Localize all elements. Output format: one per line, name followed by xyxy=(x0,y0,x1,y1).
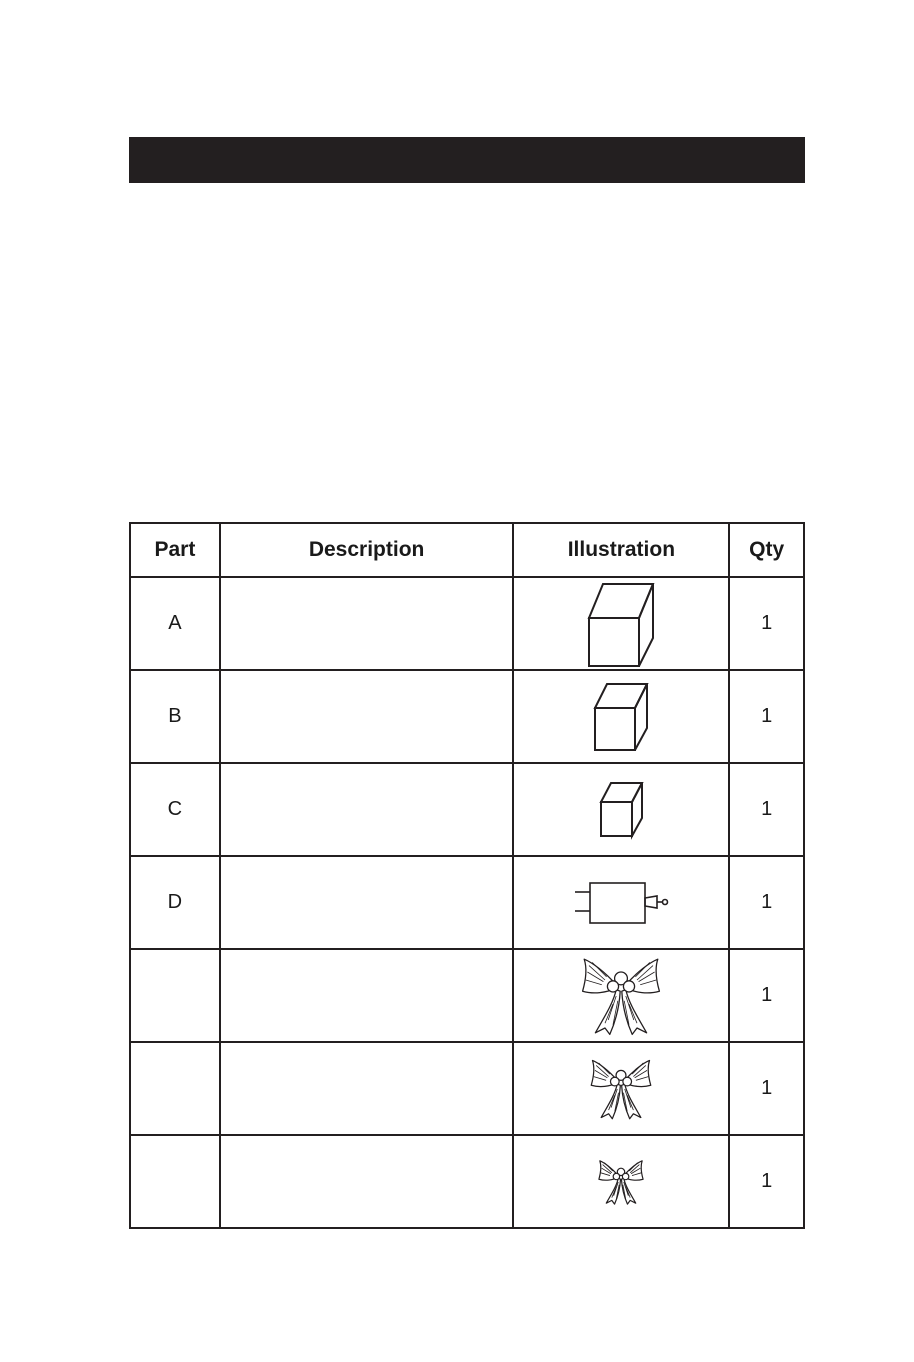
table-row xyxy=(130,1042,804,1135)
illustration-cell xyxy=(513,856,729,949)
title-bar xyxy=(129,137,805,183)
illustration-cell xyxy=(513,1042,729,1135)
part-cell: C xyxy=(130,763,220,856)
description-cell xyxy=(220,763,514,856)
description-cell xyxy=(220,1135,514,1228)
bow-small-icon xyxy=(598,1155,644,1209)
box-large-icon xyxy=(581,580,661,668)
part-cell xyxy=(130,1042,220,1135)
bow-large-icon xyxy=(581,953,661,1039)
part-cell: D xyxy=(130,856,220,949)
table-row xyxy=(130,856,804,949)
qty-cell: 1 xyxy=(729,949,804,1042)
illustration-cell xyxy=(513,763,729,856)
column-header-part: Part xyxy=(130,523,220,577)
qty-cell: 1 xyxy=(729,577,804,670)
bow-medium-icon xyxy=(590,1055,652,1123)
box-small-icon xyxy=(596,780,646,840)
qty-cell: 1 xyxy=(729,1042,804,1135)
table-row xyxy=(130,1135,804,1228)
power-adapter-icon xyxy=(573,880,669,926)
part-cell: A xyxy=(130,577,220,670)
part-cell: B xyxy=(130,670,220,763)
description-cell xyxy=(220,856,514,949)
part-cell xyxy=(130,949,220,1042)
column-header-description: Description xyxy=(220,523,514,577)
description-cell xyxy=(220,1042,514,1135)
column-header-illustration: Illustration xyxy=(513,523,729,577)
illustration-cell xyxy=(513,577,729,670)
table-header-row xyxy=(130,523,804,577)
illustration-cell xyxy=(513,949,729,1042)
qty-cell: 1 xyxy=(729,763,804,856)
qty-cell: 1 xyxy=(729,670,804,763)
description-cell xyxy=(220,577,514,670)
column-header-qty: Qty xyxy=(729,523,804,577)
illustration-cell xyxy=(513,670,729,763)
illustration-cell xyxy=(513,1135,729,1228)
table-row xyxy=(130,577,804,670)
description-cell xyxy=(220,949,514,1042)
parts-table xyxy=(129,522,805,1229)
table-row xyxy=(130,763,804,856)
description-cell xyxy=(220,670,514,763)
qty-cell: 1 xyxy=(729,1135,804,1228)
box-medium-icon xyxy=(589,681,653,753)
table-row xyxy=(130,949,804,1042)
part-cell xyxy=(130,1135,220,1228)
table-row xyxy=(130,670,804,763)
qty-cell: 1 xyxy=(729,856,804,949)
